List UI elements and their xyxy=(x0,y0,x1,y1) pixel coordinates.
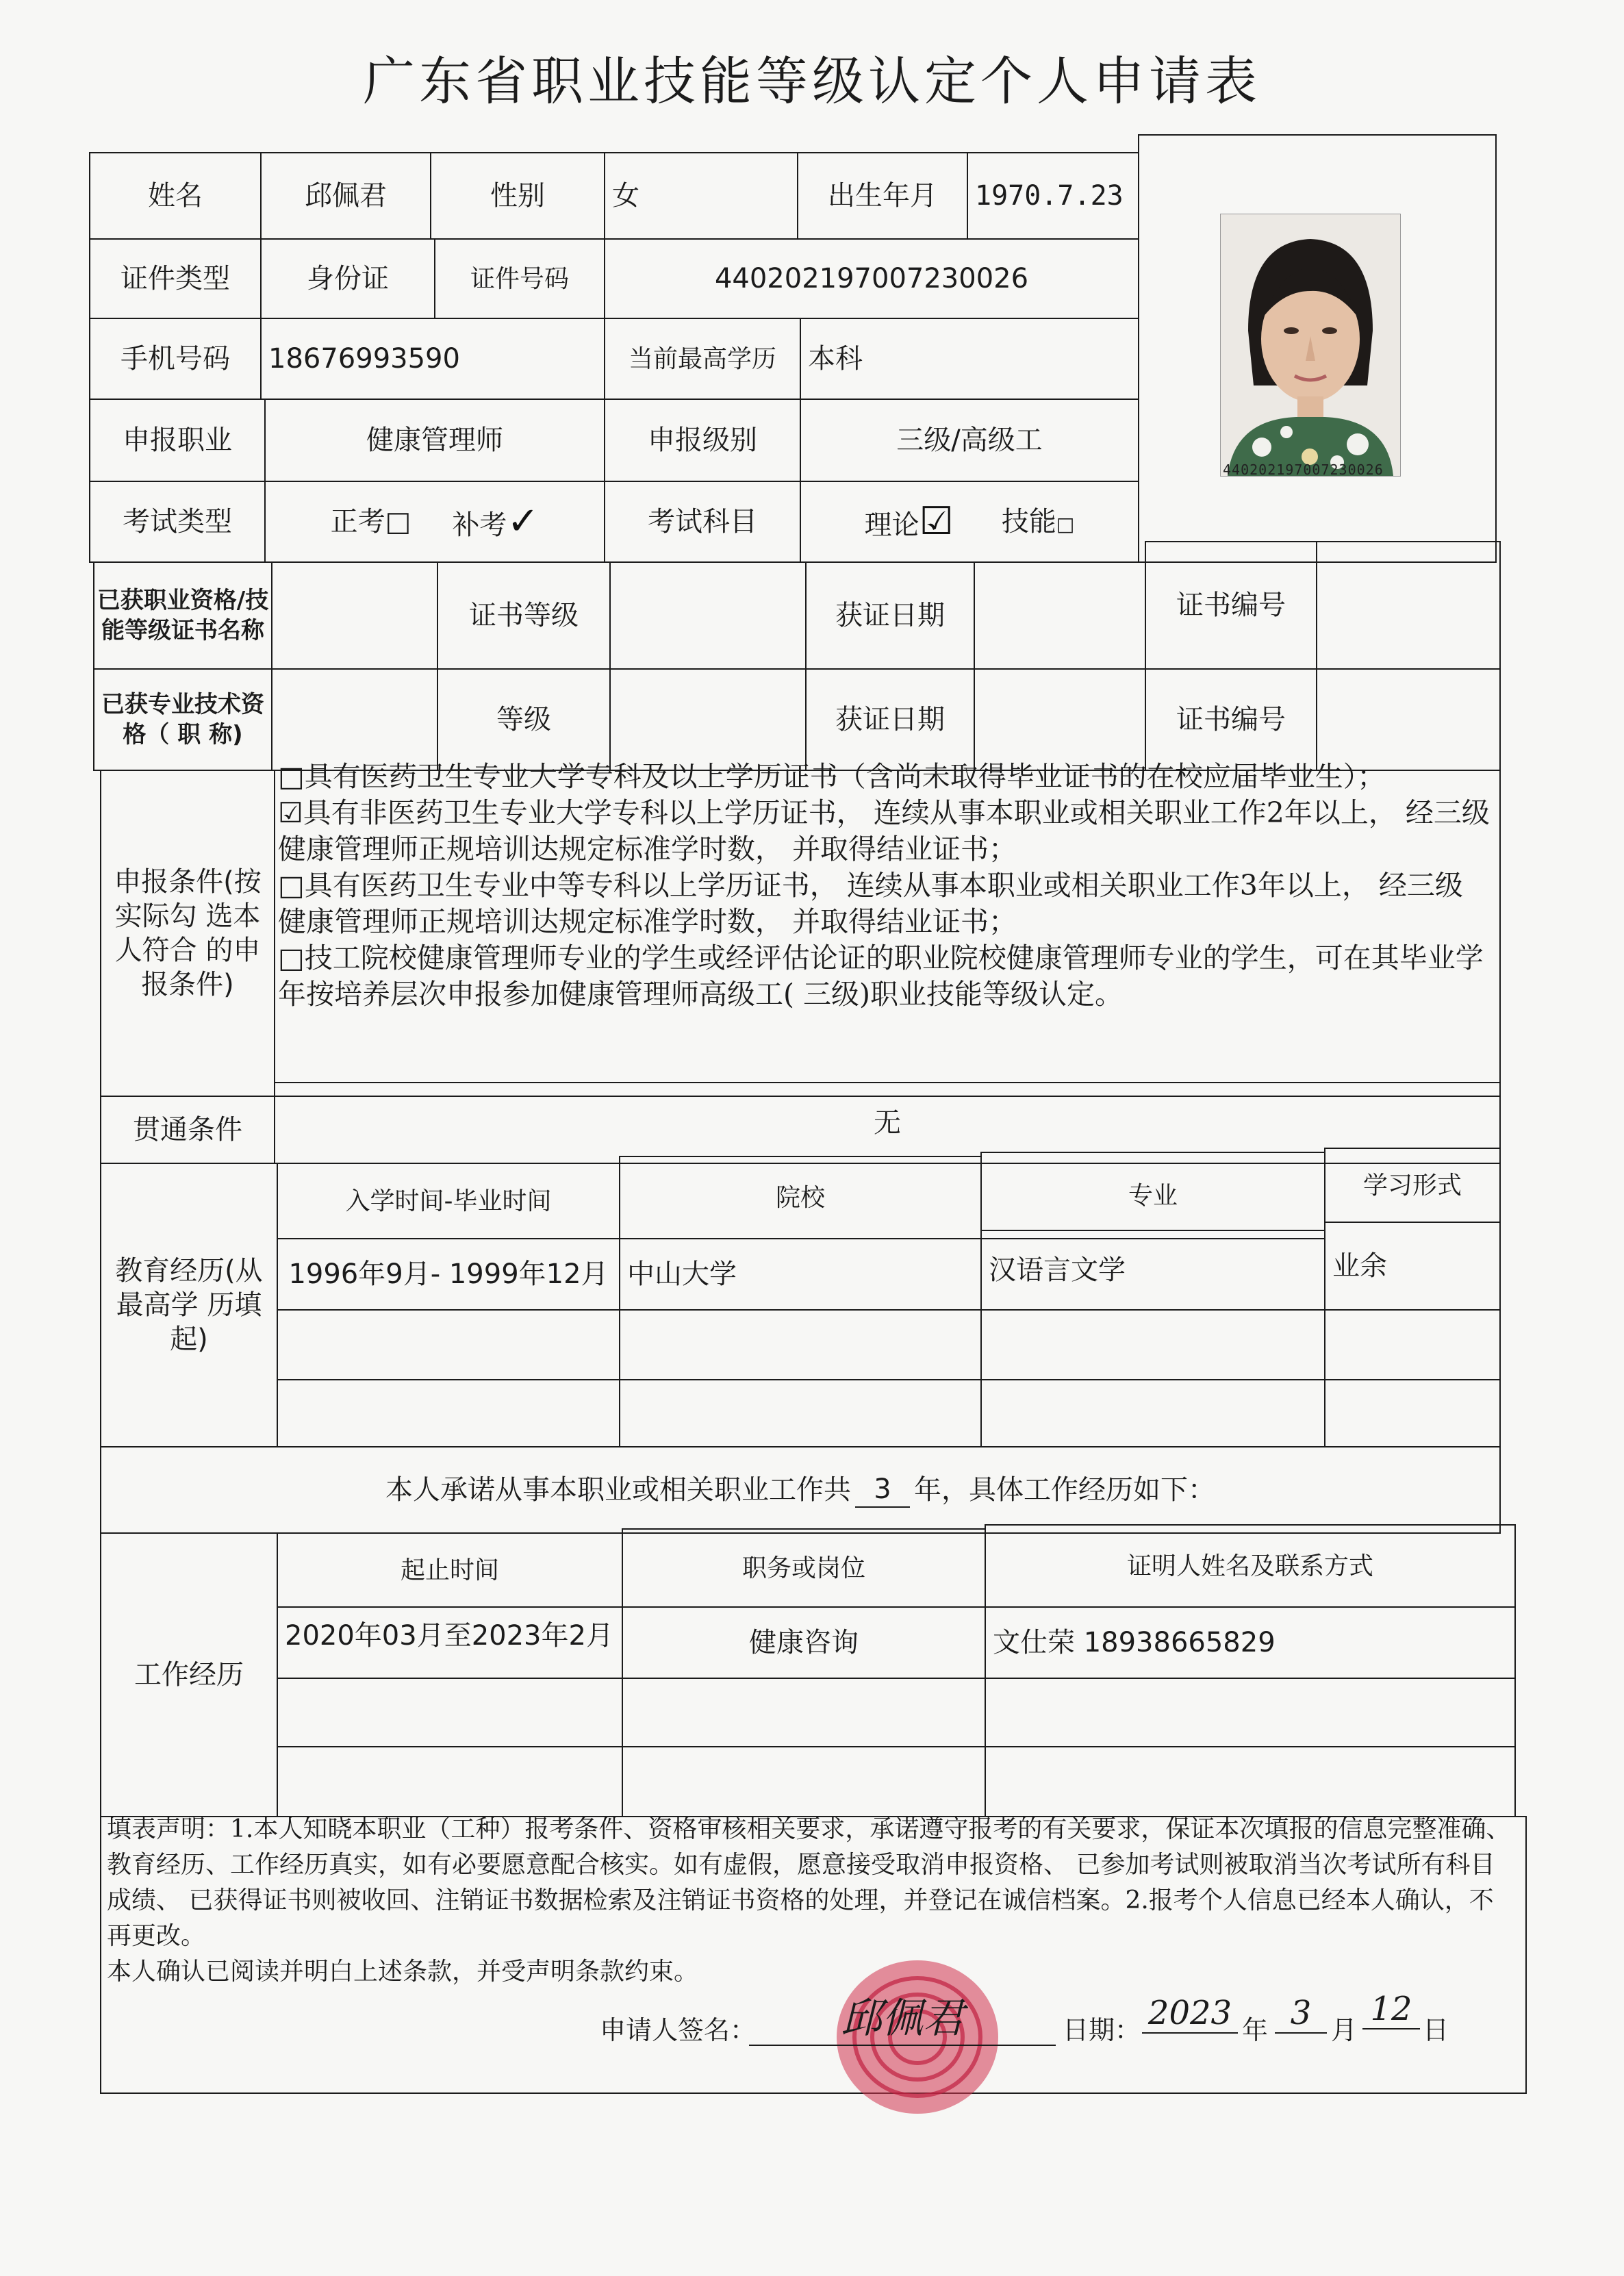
edu-header-period: 入学时间-毕业时间 xyxy=(277,1163,620,1239)
level-label: 申报级别 xyxy=(604,399,801,482)
work-row3-period[interactable] xyxy=(277,1746,623,1817)
edu-value: 本科 xyxy=(800,318,1139,400)
work-row1-witness: 文仕荣 18938665829 xyxy=(985,1606,1516,1679)
edu-header-school: 院校 xyxy=(619,1156,982,1239)
work-promise xyxy=(100,1446,1501,1534)
cert1-name-value[interactable] xyxy=(271,561,438,670)
edu-row1-school: 中山大学 xyxy=(619,1238,982,1311)
gender-value: 女 xyxy=(604,152,798,240)
exam-makeup-label: 补考 xyxy=(452,509,507,541)
date-day-unit: 日 xyxy=(1423,2015,1449,2045)
cert1-no-label: 证书编号 xyxy=(1145,541,1317,670)
cert2-name-value[interactable] xyxy=(271,668,438,771)
edu-row1-period: 1996年9月- 1999年12月 xyxy=(277,1238,620,1311)
edu-row3-major[interactable] xyxy=(980,1379,1325,1447)
edu-row3-period[interactable] xyxy=(277,1379,620,1447)
declaration xyxy=(107,1812,1517,1990)
cert2-date-label: 获证日期 xyxy=(805,668,975,771)
id-no-label: 证件号码 xyxy=(434,238,605,319)
phone-value: 18676993590 xyxy=(260,318,605,400)
gender-label: 性别 xyxy=(430,152,605,240)
edu-row1-major: 汉语言文学 xyxy=(980,1230,1325,1311)
work-promise-prefix: 本人承诺从事本职业或相关职业工作共 xyxy=(385,1474,851,1506)
cert1-label: 已获职业资格/技能等级证书名称 xyxy=(93,561,272,670)
name-label: 姓名 xyxy=(89,152,262,240)
confirm-text: 本人确认已阅读并明白上述条款，并受声明条款约束。 xyxy=(107,1958,699,1986)
cert1-date-value[interactable] xyxy=(974,561,1146,670)
checkbox-empty-icon: □ xyxy=(385,506,411,538)
work-promise-suffix: 年，具体工作经历如下： xyxy=(914,1474,1215,1506)
exam-type-label: 考试类型 xyxy=(89,481,266,563)
birth-label: 出生年月 xyxy=(797,152,968,240)
edu-row1-mode: 业余 xyxy=(1324,1222,1501,1311)
edu-label: 当前最高学历 xyxy=(604,318,801,400)
checkmark-icon: ✓ xyxy=(507,499,540,544)
edu-row2-period[interactable] xyxy=(277,1309,620,1380)
conditions-label: 申报条件(按实际勾 选本人符合 的申报条件) xyxy=(100,770,275,1097)
birth-value: 1970.7.23 xyxy=(967,152,1139,240)
id-type-label: 证件类型 xyxy=(89,238,262,319)
level-value: 三级/高级工 xyxy=(800,399,1139,482)
work-header-period: 起止时间 xyxy=(277,1532,623,1608)
work-label: 工作经历 xyxy=(100,1532,278,1817)
form-title: 广东省职业技能等级认定个人申请表 xyxy=(363,51,1261,112)
cert2-grade-value[interactable] xyxy=(609,668,807,771)
checkmark-icon: ☑ xyxy=(919,499,954,544)
work-row1-period: 2020年03月至2023年2月 xyxy=(277,1606,623,1679)
edu-row2-mode[interactable] xyxy=(1324,1309,1501,1380)
work-header-witness: 证明人姓名及联系方式 xyxy=(985,1524,1516,1608)
photo-caption: 440202197007230026 xyxy=(1223,461,1384,478)
work-row3-position[interactable] xyxy=(622,1746,986,1817)
subject-options xyxy=(800,481,1139,563)
applicant-photo xyxy=(1220,214,1401,477)
cert2-label: 已获专业技术资格（ 职 称) xyxy=(93,668,272,771)
subject-label: 考试科目 xyxy=(604,481,801,563)
job-value: 健康管理师 xyxy=(264,399,605,482)
date-month[interactable]: 3 xyxy=(1275,1994,1327,2034)
subject-skill-label: 技能 xyxy=(1001,506,1056,538)
cert1-no-value[interactable] xyxy=(1316,541,1501,670)
cert2-date-value[interactable] xyxy=(974,668,1146,771)
id-no-value: 440202197007230026 xyxy=(604,238,1139,319)
date-day[interactable]: 12 xyxy=(1362,1990,1420,2030)
through-value: 无 xyxy=(274,1082,1501,1164)
signature-label: 申请人签名： xyxy=(600,2015,757,2045)
cert1-date-label: 获证日期 xyxy=(805,561,975,670)
subject-theory-label: 理论 xyxy=(864,509,919,541)
cert2-no-value[interactable] xyxy=(1316,668,1501,771)
date-month-unit: 月 xyxy=(1331,2015,1358,2045)
edu-header-mode: 学习形式 xyxy=(1324,1148,1501,1223)
exam-normal-label: 正考 xyxy=(330,506,385,538)
declaration-text: 填表声明：1.本人知晓本职业（工种）报考条件、资格审核相关要求，承诺遵守报考的有关要求，保证本次填报的信息完整准确、教育经历、工作经历真实，如有必要愿意配合核实。如有虚假，愿意接受取消申报资格、 已参加考试则被取消当次考试所有科目成绩、 已获得证书则被收回、注销证书数据检索及注销证书资格的处理，并登记在诚信档案。2.报考个人信息已经本人确认，不再更改。 xyxy=(107,1815,1511,1950)
edu-row2-school[interactable] xyxy=(619,1309,982,1380)
work-row3-witness[interactable] xyxy=(985,1746,1516,1817)
subject-skill-option[interactable] xyxy=(1002,505,1074,539)
work-row2-period[interactable] xyxy=(277,1678,623,1747)
job-label: 申报职业 xyxy=(89,399,266,482)
work-row2-witness[interactable] xyxy=(985,1678,1516,1747)
checkbox-empty-icon: □ xyxy=(1056,513,1075,535)
exam-makeup-option[interactable] xyxy=(452,498,539,546)
edu-row3-school[interactable] xyxy=(619,1379,982,1447)
subject-theory-option[interactable] xyxy=(865,498,954,546)
signature-value[interactable]: 邱佩君 xyxy=(749,1986,1056,2046)
exam-normal-option[interactable] xyxy=(331,505,411,539)
work-years: 3 xyxy=(855,1472,910,1508)
cert2-grade-label: 等级 xyxy=(437,668,611,771)
id-type-value: 身份证 xyxy=(260,238,435,319)
education-label: 教育经历(从最高学 历填起) xyxy=(100,1163,278,1447)
work-row1-position: 健康咨询 xyxy=(622,1606,986,1679)
work-row2-position[interactable] xyxy=(622,1678,986,1747)
name-value: 邱佩君 xyxy=(260,152,431,240)
cert1-grade-label: 证书等级 xyxy=(437,561,611,670)
cert2-no-label: 证书编号 xyxy=(1145,668,1317,771)
date-label: 日期： xyxy=(1063,2015,1141,2045)
through-label: 贯通条件 xyxy=(100,1096,275,1164)
work-header-position: 职务或岗位 xyxy=(622,1528,986,1608)
edu-header-major: 专业 xyxy=(980,1152,1325,1239)
date-year-unit: 年 xyxy=(1242,2015,1269,2045)
edu-row2-major[interactable] xyxy=(980,1309,1325,1380)
phone-label: 手机号码 xyxy=(89,318,262,400)
portrait-image xyxy=(1221,214,1400,476)
date-year[interactable]: 2023 xyxy=(1142,1994,1238,2034)
conditions-text: □具有医药卫生专业大学专科及以上学历证书（含尚未取得毕业证书的在校应届毕业生）； ☑具有非医药卫生专业大学专科以上学历证书， 连续从事本职业或相关职业工作2年以上， 经三级健康管理师正规培训达规定标准学时数， 并取得结业证书； □具有医药卫生专业中等专科以上学历证书， 连续从事本职业或相关职业工作3年以上， 经三级健康管理师正规培训达规定标准学时数， 并取得结业证书； □技工院校健康管理师专业的学生或经评估论证的职业院校健康管理师专业的学生，可在其毕业学年按培养层次申报参加健康管理师高级工( 三级)职业技能等级认定。 xyxy=(278,760,1490,1011)
edu-row3-mode[interactable] xyxy=(1324,1379,1501,1447)
cert1-grade-value[interactable] xyxy=(609,561,807,670)
exam-type-options xyxy=(264,481,605,563)
